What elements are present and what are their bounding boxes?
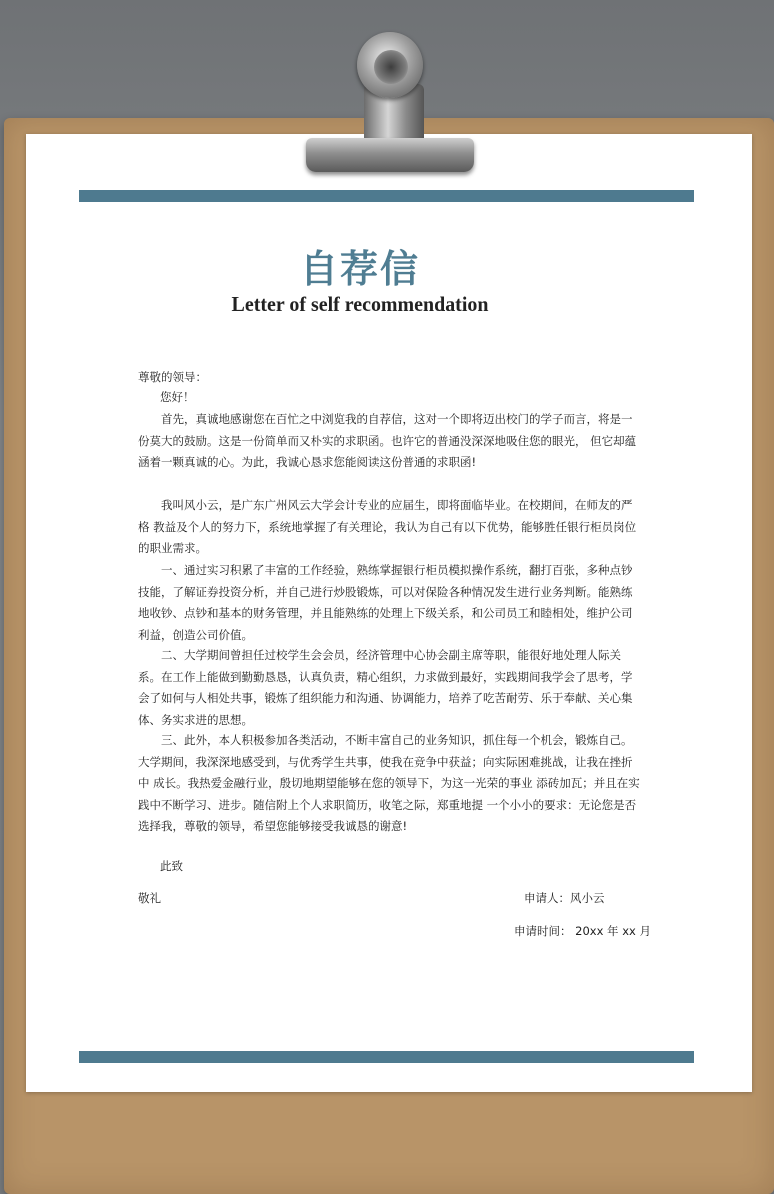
paragraph-text: 我叫风小云，是广东广州风云大学会计专业的应届生，即将面临毕业。在校期间，在师友的严格 教益及个人的努力下，系统地掌握了有关理论，我认为自己有以下优势，能够胜任银行柜员岗位的职业需求。 bbox=[138, 498, 637, 555]
paragraph-text: 首先，真诚地感谢您在百忙之中浏览我的自荐信，这对一个即将迈出校门的学子而言，将是一份莫大的鼓励。这是一份简单而又朴实的求职函。也许它的普通没深深地吸住您的眼光， 但它却蕴涵着一颗真诚的心。为此，我诚心恳求您能阅读这份普通的求职函! bbox=[138, 412, 637, 469]
paragraph-text: 三、此外，本人积极参加各类活动，不断丰富自己的业务知识，抓住每一个机会，锻炼自己。大学期间，我深深地感受到，与优秀学生共事，使我在竞争中获益；向实际困难挑战，让我在挫折中 成长。我热爱金融行业，殷切地期望能够在您的领导下，为这一光荣的事业 添砖加瓦；并且在实践中不断学习、进步。随信附上个人求职简历，收笔之际，郑重地提 一个小小的要求：无论您是否选择我，尊敬的领导，希望您能够接受我诚恳的谢意! bbox=[138, 733, 640, 833]
letter-regards: 敬礼 bbox=[138, 891, 161, 905]
letter-paragraph bbox=[138, 645, 642, 731]
footer-divider-bar bbox=[79, 1051, 694, 1063]
letter-paragraph bbox=[138, 409, 642, 474]
application-date: 申请时间： 20xx 年 xx 月 bbox=[514, 924, 651, 938]
clip-hole bbox=[374, 50, 408, 84]
letter-salutation: 尊敬的领导： bbox=[138, 370, 207, 384]
letter-closing: 此致 bbox=[160, 859, 183, 873]
page-subtitle: Letter of self recommendation bbox=[231, 292, 489, 316]
letter-greeting: 您好！ bbox=[160, 390, 195, 404]
applicant-name: 申请人：风小云 bbox=[524, 891, 605, 905]
letter-paragraph bbox=[138, 730, 642, 838]
clip-base bbox=[306, 138, 474, 172]
paragraph-text: 二、大学期间曾担任过校学生会会员，经济管理中心协会副主席等职，能很好地处理人际关系。在工作上能做到勤勤恳恳，认真负责，精心组织，力求做到最好，实践期间我学会了思考，学会了如何与人相处共事，锻炼了组织能力和沟通、协调能力，培养了吃苦耐劳、乐于奉献、关心集体、务实求进的思想。 bbox=[138, 648, 633, 727]
letter-paragraph bbox=[138, 560, 642, 646]
page-title: 自荐信 bbox=[299, 247, 420, 291]
paragraph-text: 一、通过实习积累了丰富的工作经验，熟练掌握银行柜员模拟操作系统，翻打百张，多种点钞技能，了解证券投资分析，并自己进行炒股锻炼，可以对保险各种情况发生进行业务判断。能熟练地收钞、点钞和基本的财务管理，并且能熟练的处理上下级关系，和公司员工和睦相处，维护公司利益，创造公司价值。 bbox=[138, 563, 633, 642]
letter-paragraph bbox=[138, 495, 642, 560]
header-divider-bar bbox=[79, 190, 694, 202]
